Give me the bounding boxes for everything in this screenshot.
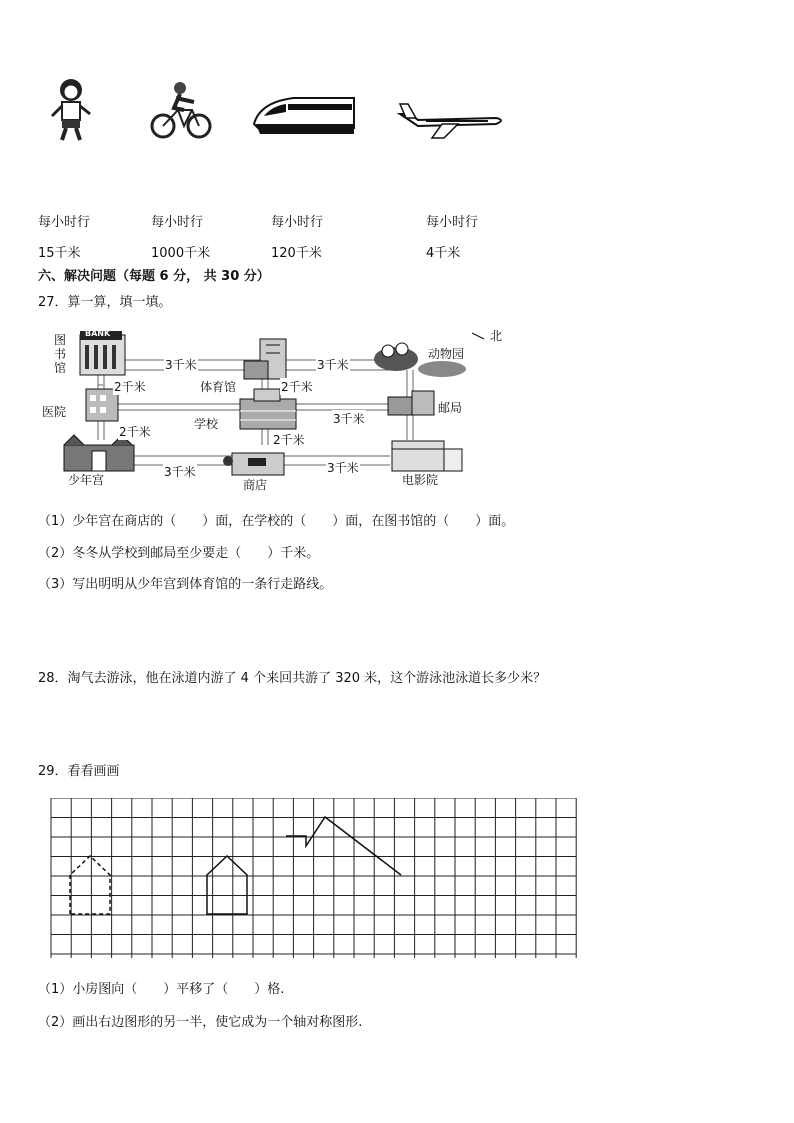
youth-palace-building-icon [64,435,134,471]
place-post-office: 邮局 [438,401,463,415]
shop-building-icon [223,453,284,475]
place-library: 图书馆 [54,333,67,375]
speed-value: 1000千米 [151,246,211,261]
place-stadium: 体育馆 [200,380,237,394]
distance-label: 3千米 [164,465,196,479]
half-figure-shape [286,817,401,875]
airplane-icon [396,98,508,142]
q29-sub2: （2）画出右边图形的另一半，使它成为一个轴对称图形. [38,1015,363,1030]
distance-label: 2千米 [119,425,151,439]
cyclist-icon [150,80,212,142]
train-icon [250,94,358,138]
north-label: 北 [490,329,503,343]
q28-text: 28．淘气去游泳，他在泳道内游了 4 个来回共游了 320 米，这个游泳池泳道长多少米？ [38,671,547,686]
distance-label: 3千米 [327,461,359,475]
q27-sub1: （1）少年宫在商店的（ ）面，在学校的（ ）面，在图书馆的（ ）面。 [38,514,515,529]
place-cinema: 电影院 [402,473,439,487]
distance-label: 2千米 [281,380,313,394]
person-walking-icon [46,76,96,146]
distance-label: 2千米 [273,433,305,447]
vehicle-caption: 每小时行 [38,215,91,230]
distance-label: 3千米 [165,358,197,372]
vehicle-caption: 每小时行 [151,215,204,230]
speed-value: 4千米 [426,246,461,261]
cinema-building-icon [392,441,462,471]
distance-label: 3千米 [317,358,349,372]
dashed-house-shape [70,856,110,914]
bank-sign: BANK [85,329,111,338]
q29-title: 29．看看画画 [38,764,120,779]
place-zoo: 动物园 [428,347,465,361]
north-arrow-icon [472,333,484,339]
post-office-building-icon [388,391,434,415]
place-shop: 商店 [243,478,268,492]
distance-label: 2千米 [114,380,146,394]
q27-sub2: （2）冬冬从学校到邮局至少要走（ ）千米。 [38,546,320,561]
place-hospital: 医院 [42,405,67,419]
place-youth-palace: 少年宫 [68,473,105,487]
q27-sub3: （3）写出明明从少年宫到体育馆的一条行走路线。 [38,577,333,592]
distance-label: 3千米 [333,412,365,426]
q27-map [40,325,510,490]
school-building-icon [240,389,296,429]
q27-title: 27．算一算，填一填。 [38,295,172,310]
stadium-building-icon [244,339,286,379]
speed-value: 15千米 [38,246,81,261]
vehicle-caption: 每小时行 [426,215,479,230]
vehicle-pictures [40,70,520,160]
section-title: 六、解决问题（每题 6 分， 共 30 分） [38,269,270,284]
q29-grid [50,798,580,958]
speed-value: 120千米 [271,246,322,261]
q29-sub1: （1）小房图向（ ）平移了（ ）格. [38,982,285,997]
vehicle-caption: 每小时行 [271,215,324,230]
place-school: 学校 [194,417,219,431]
